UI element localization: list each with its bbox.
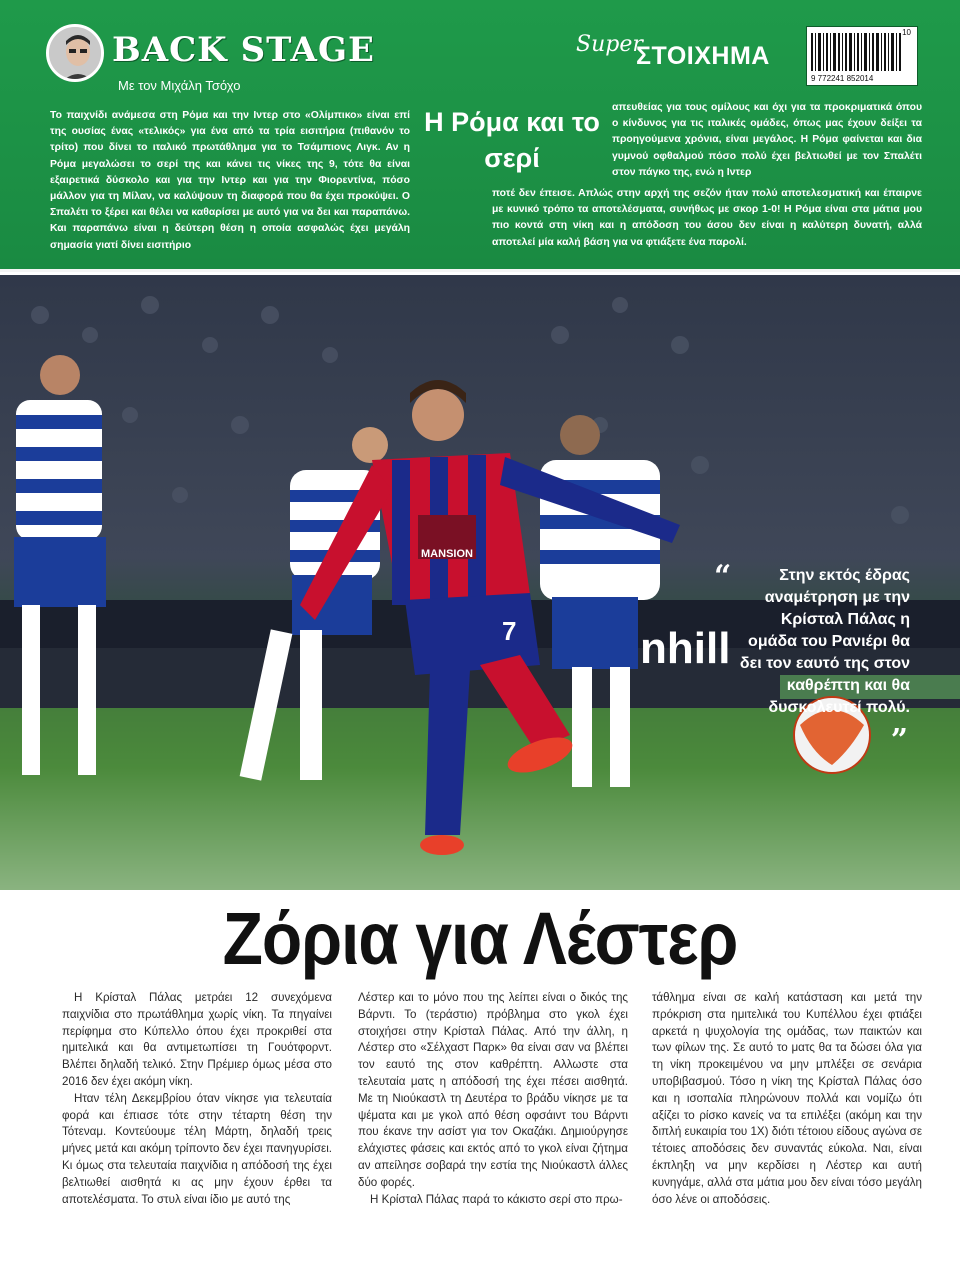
article-column-3 <box>652 990 922 1208</box>
shirt-sponsor: MANSION <box>421 548 473 560</box>
barcode <box>806 26 918 86</box>
band-headline: Η Ρόμα και το σερί <box>424 107 600 173</box>
brand-super-text: Super <box>576 32 643 57</box>
ad-board-text: nhill <box>640 624 731 673</box>
article-column-1 <box>62 990 332 1208</box>
barcode-number: 9 772241 852014 <box>811 74 874 83</box>
paragraph: Ηταν τέλη Δεκεμβρίου όταν νίκησε για τελευταία φορά και έπιασε τότε στην τέταρτη θέση την Τότεναμ. Κοντεύουμε τέλη Μάρτη, δηλαδή τρεις μήνες μετά και ακόμη τρίποντο δεν έχει πανηγυρίσει. Κι όμως στα τελευταία παιχνίδια η απόδοσή της έχει βελτιωθεί αισθητά κι ας μην έχουν έρθει τα αποτελέσματα. Το στυλ είναι ίδιο με αυτό της <box>62 1091 332 1206</box>
barcode-issue: 10 <box>902 28 911 37</box>
shirt-number: 7 <box>502 616 517 646</box>
column-header-band <box>0 0 960 272</box>
brand-main-text: ΣΤΟΙΧΗΜΑ <box>636 42 770 70</box>
article-headline: Ζόρια για Λέστερ <box>222 896 738 980</box>
pull-quote-text: Στην εκτός έδρας αναμέτρηση με την Κρίσταλ Πάλας η ομάδα του Ρανιέρι θα δει τον εαυτό της στον καθρέπτη και θα δυσκολευτεί πολύ. <box>739 567 910 716</box>
column-title: BACK STAGE <box>112 30 375 70</box>
columnist-avatar <box>46 24 104 82</box>
pull-quote <box>710 559 910 758</box>
paragraph: Λέστερ και το μόνο που της λείπει είναι ο δικός της Βάρντι. Το (τεράστιο) πρόβλημα στο γκολ έχει στοιχήσει στην Κρίσταλ Πάλας. Από την άλλη, η Λέστερ στο «Σέλχαστ Παρκ» θα είναι σαν να βλέπει τον εαυτό της στον καθρέπτη. Αλλωστε στα τελευταία ματς η απόδοσή της έχει πέσει αισθητά. Με τη Νιούκαστλ τη Δευτέρα το βράδυ νίκησε με τα ψέματα και με γκολ από θέση οφσάιντ του Βάρντι που έκανε την ασίστ για τον Οκαζάκι. Δημιούργησε ελάχιστες φάσεις και εκτός από το γκολ είναι ζήτημα αν απείλησε σοβαρά την εστία της Νιούκαστλ άλλες δύο φορές. <box>358 991 628 1189</box>
quote-close-icon: ” <box>890 723 908 758</box>
match-photo <box>0 275 960 890</box>
band-column-right: απευθείας για τους ομίλους και όχι για τα προκριματικά όπου ο κίνδυνος για τις ιταλικές ομάδες, όπως μας έχουν δείξει τα προηγούμενα χρόνια, είναι μεγάλος. Η Ρόμα φαίνεται και δια γυμνού οφθαλμού πόσο πολύ έχει βελτιωθεί με τον Σπαλέτι στον πάγκο της, ενώ η Ιντερ <box>612 102 922 178</box>
paragraph: τάθλημα είναι σε καλή κατάσταση και μετά την πρόκριση στα ημιτελικά του Κυπέλλου έχει φτιάξει αρκετά η ψυχολογία της ομάδας, των παικτών και των φίλων της. Σε αυτό το ματς θα τα δώσει όλα για τη νίκη προκειμένου να μην μπλέξει σε σενάρια υποβιβασμού. Τόσο η νίκη της Κρίσταλ Πάλας όσο και η ισοπαλία πληρώνουν πολλά και νομίζω ότι αξίζει το ρίσκο κανείς να τα επιλέξει (ακόμη και την διπλή ευκαιρία του 1X) διότι τέτοιου είδους αγώνα σε τέτοιες αποδόσεις δεν συναντάς εύκολα. Ναι, είναι έκπληξη να μην κερδίσει η Λέστερ και αυτή κυνηγάμε, αλλά στα μάτια μου δεν είναι τόσο μεγάλη όσο λένε οι αποδόσεις. <box>652 991 922 1206</box>
paragraph: Η Κρίσταλ Πάλας μετράει 12 συνεχόμενα παιχνίδια στο πρωτάθλημα χωρίς νίκη. Τα πηγαίνει περίφημα στο Κύπελλο όπου έχει προκριθεί στα ημιτελικά και θα αντιμετωπίσει τη Γουότφορντ. Βλέπει δηλαδή τελικό. Στην Πρέμιερ όμως μέσα στο 2016 δεν έχει ακόμη νίκη. <box>62 991 332 1088</box>
band-column-left: Το παιχνίδι ανάμεσα στη Ρόμα και την Ιντερ στο «Ολίμπικο» είναι επί της ουσίας ένας «τελικός» για ένα από τα τρία εισιτήρια (πιθανόν το τρίτο) που δίνει το ιταλικό πρωτάθλημα για το Τσάμπιονς Λιγκ. Αν η Ρόμα μεγαλώσει το σερί της και κάνει τις νίκες της 9, τότε θα είναι εξαιρετικά δύσκολο και για την Ιντερ και για την Φιορεντίνα, πόσο μάλλον για τη Μίλαν, να καλύψουν τη διαφορά που θα έχει προκύψει. Ο Σπαλέτι το ξέρει και θέλει να καθαρίσει με αυτό για να δει και παραπάνω. Και παραπάνω είναι η δεύτερη θέση η οποία ασφαλώς έχει μεγάλη σημασία γιατί δίνει εισιτήριο <box>50 110 410 251</box>
paragraph: Η Κρίσταλ Πάλας παρά το κάκιστο σερί στο πρω- <box>370 1192 623 1206</box>
band-column-continuation: ποτέ δεν έπεισε. Απλώς στην αρχή της σεζόν ήταν πολύ αποτελεσματική και έπαιρνε με κυνικό τρόπο τα αποτελέσματα, συνήθως με σκορ 1-0! Η Ρόμα είναι στα μάτια μου πιο κοντά στη νίκη και η απόδοση του άσου δεν είναι η καλύτερη δυνατή, αλλά αποτελεί μία καλή βάση για να φτιάξετε ένα παρολί. <box>492 188 922 248</box>
article-column-2 <box>358 990 628 1208</box>
column-byline: Με τον Μιχάλη Τσόχο <box>118 78 241 93</box>
quote-open-icon: “ <box>714 559 732 594</box>
columnist-portrait-icon <box>49 27 104 82</box>
